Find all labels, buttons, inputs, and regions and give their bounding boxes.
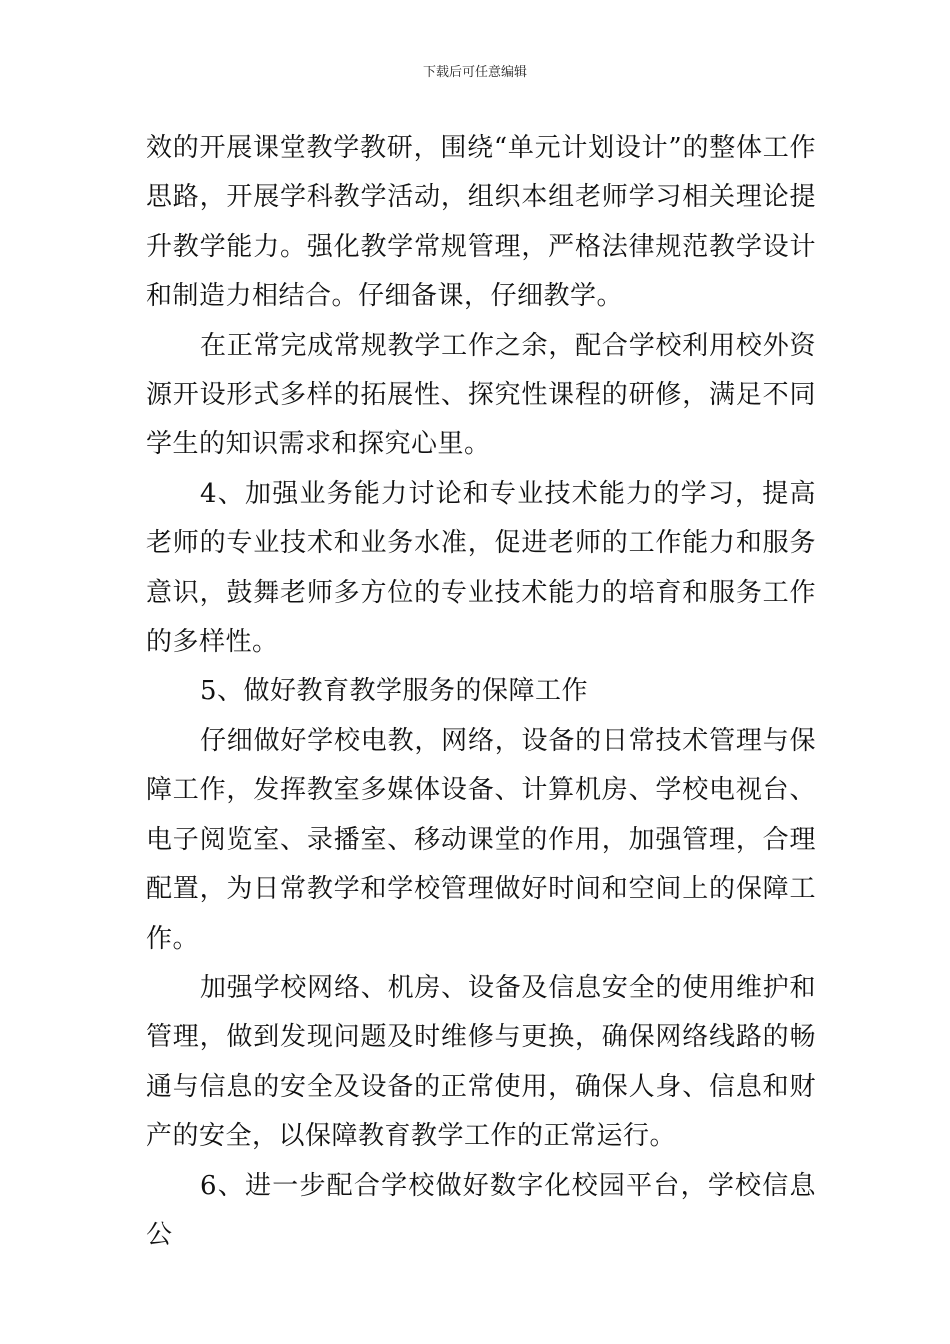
page-header-note: 下载后可任意编辑 [422,65,527,80]
paragraph-2: 在正常完成常规教学工作之余，配合学校利用校外资源开设形式多样的拓展性、探究性课程的研修，满足不同学生的知识需求和探究心里。 [146,330,816,460]
section-heading-5: 5、做好教育教学服务的保障工作 [200,676,589,707]
paragraph-3: 4、加强业务能力讨论和专业技术能力的学习，提高老师的专业技术和业务水准，促进老师的工作能力和服务意识，鼓舞老师多方位的专业技术能力的培育和服务工作的多样性。 [146,478,816,658]
paragraph-5: 加强学校网络、机房、设备及信息安全的使用维护和管理，做到发现问题及时维修与更换，确保网络线路的畅通与信息的安全及设备的正常使用，确保人身、信息和财产的安全，以保障教育教学工作的正常运行。 [146,972,816,1152]
paragraph-6: 6、进一步配合学校做好数字化校园平台，学校信息公 [146,1170,816,1250]
paragraph-1: 效的开展课堂教学教研，围绕“单元计划设计”的整体工作思路，开展学科教学活动，组织本组老师学习相关理论提升教学能力。强化教学常规管理，严格法律规范教学设计和制造力相结合。仔细备课，仔细教学。 [146,133,816,312]
paragraph-4: 仔细做好学校电教，网络，设备的日常技术管理与保障工作，发挥教室多媒体设备、计算机房、学校电视台、电子阅览室、录播室、移动课堂的作用，加强管理，合理配置，为日常教学和学校管理做好时间和空间上的保障工作。 [146,725,816,954]
document-body [146,124,816,1260]
